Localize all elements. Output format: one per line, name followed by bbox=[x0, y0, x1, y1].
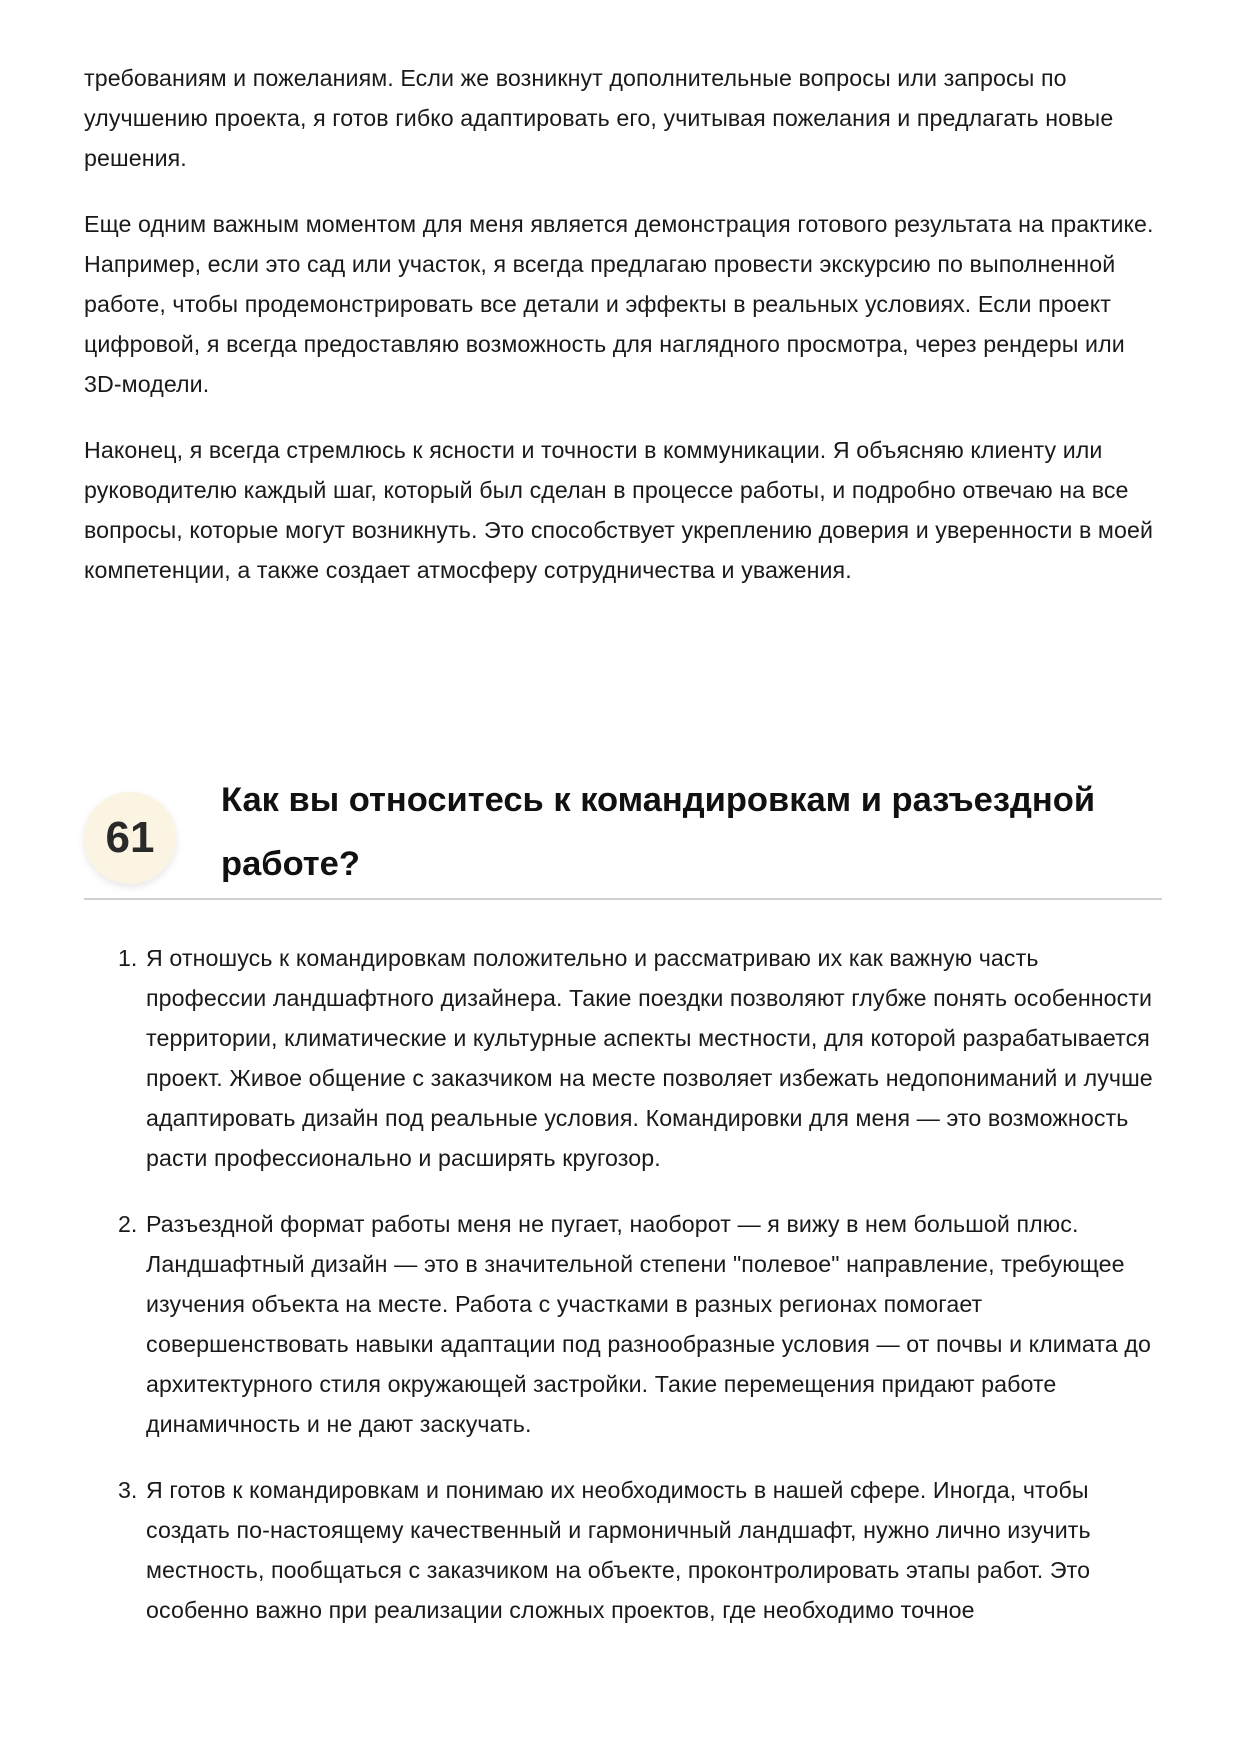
paragraph: требованиям и пожеланиям. Если же возникнут дополнительные вопросы или запросы по улучшению проекта, я готов гибко адаптировать его, учитывая пожелания и предлагать новые решения. bbox=[84, 65, 1114, 171]
question-title bbox=[221, 768, 1162, 896]
intro-text bbox=[84, 58, 1164, 616]
list-item bbox=[84, 1470, 1164, 1630]
question-number: 61 bbox=[105, 813, 155, 862]
list-item-number: 3. bbox=[118, 1477, 138, 1503]
list-item-number: 1. bbox=[118, 945, 138, 971]
list-item bbox=[84, 1204, 1164, 1444]
paragraph: Еще одним важным моментом для меня является демонстрация готового результата на практике. Например, если это сад или участок, я всегда предлагаю провести экскурсию по выполненной работе, чтобы продемонстрировать все детали и эффекты в реальных условиях. Если проект цифровой, я всегда предоставляю возможность для наглядного просмотра, через рендеры или 3D-модели. bbox=[84, 211, 1154, 397]
list-item bbox=[84, 938, 1164, 1178]
list-item-number: 2. bbox=[118, 1211, 138, 1237]
list-item-text: Я готов к командировкам и понимаю их необходимость в нашей сфере. Иногда, чтобы создать по-настоящему качественный и гармоничный ландшафт, нужно лично изучить местность, пообщаться с заказчиком на объекте, проконтролировать этапы работ. Это особенно важно при реализации сложных проектов, где необходимо точное bbox=[146, 1477, 1091, 1623]
list-item-text: Я отношусь к командировкам положительно и рассматриваю их как важную часть профессии ландшафтного дизайнера. Такие поездки позволяют глубже понять особенности территории, климатические и культурные аспекты местности, для которой разрабатывается проект. Живое общение с заказчиком на месте позволяет избежать недопониманий и лучше адаптировать дизайн под реальные условия. Командировки для меня — это возможность расти профессионально и расширять кругозор. bbox=[146, 945, 1153, 1171]
list-item-text: Разъездной формат работы меня не пугает, наоборот — я вижу в нем большой плюс. Ландшафтный дизайн — это в значительной степени "полевое" направление, требующее изучения объекта на месте. Работа с участками в разных регионах помогает совершенствовать навыки адаптации под разнообразные условия — от почвы и климата до архитектурного стиля окружающей застройки. Такие перемещения придают работе динамичность и не дают заскучать. bbox=[146, 1211, 1152, 1437]
paragraph: Наконец, я всегда стремлюсь к ясности и точности в коммуникации. Я объясняю клиенту или руководителю каждый шаг, который был сделан в процессе работы, и подробно отвечаю на все вопросы, которые могут возникнуть. Это способствует укреплению доверия и уверенности в моей компетенции, а также создает атмосферу сотрудничества и уважения. bbox=[84, 437, 1153, 583]
question-title-text: Как вы относитесь к командировкам и разъездной работе? bbox=[221, 781, 1096, 883]
answer-list bbox=[84, 938, 1164, 1656]
question-number-badge bbox=[84, 792, 176, 884]
question-header bbox=[84, 768, 1162, 900]
